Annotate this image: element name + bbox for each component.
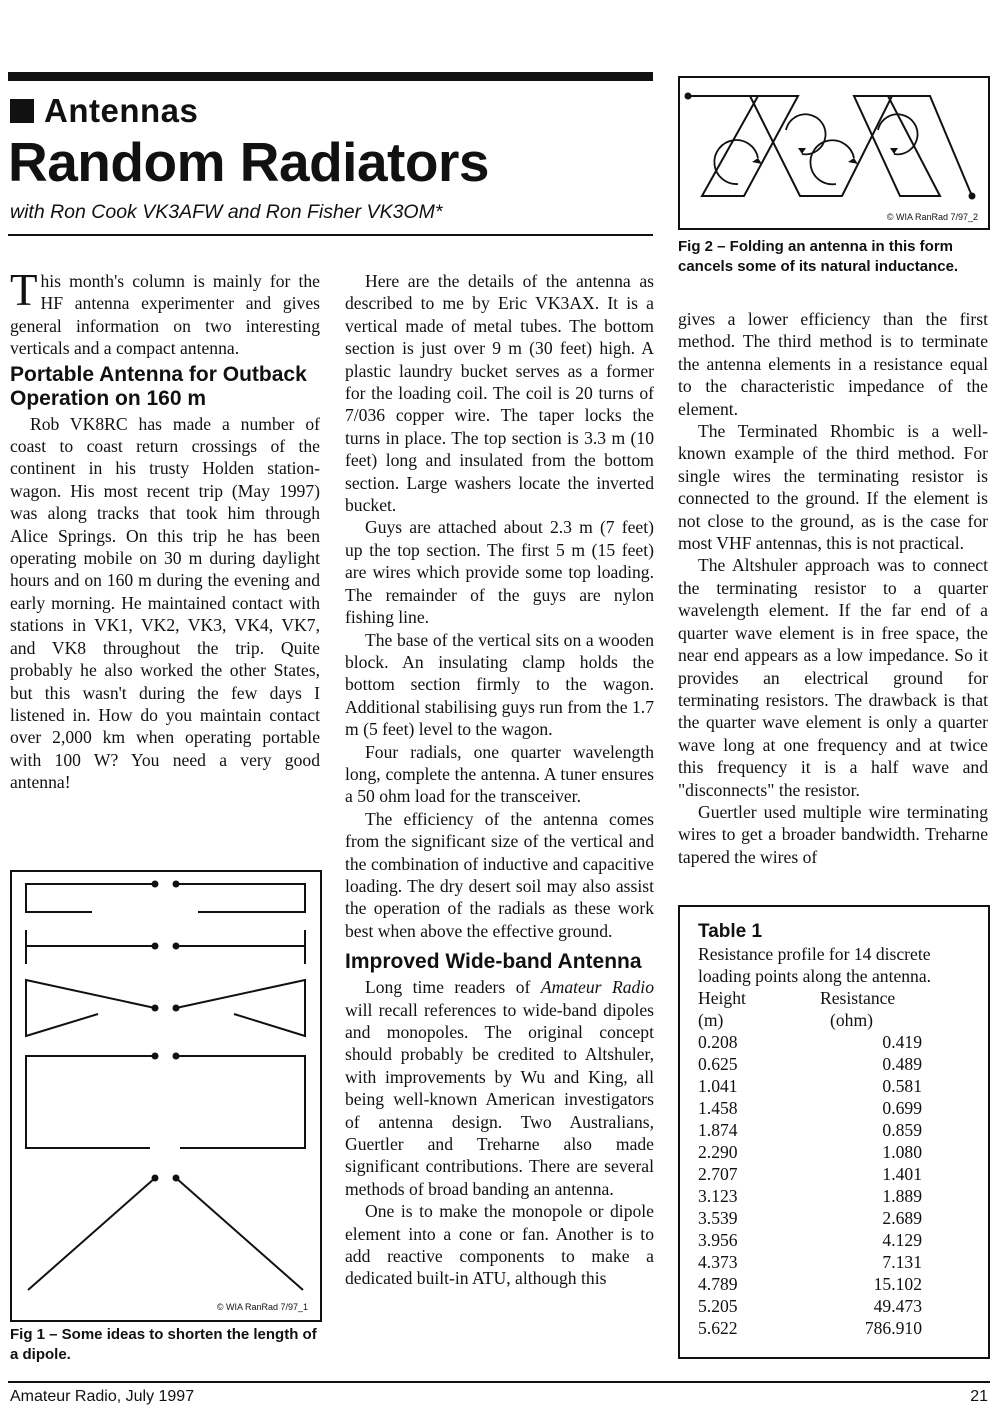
- height-cell: 2.707: [698, 1164, 738, 1184]
- height-cell: 3.956: [698, 1230, 738, 1250]
- text-span: will recall references to wide-band dipoles and monopoles. The original concept should probably be credited to Altshuler, with improvements by Wu and King, all being well-known American investigators of antenna design. Two Australians, Guertler and Treharne also made significant contributions. There are several methods of broad banding an antenna.: [345, 999, 654, 1199]
- height-cell: 0.625: [698, 1054, 738, 1074]
- table-row: [698, 1075, 922, 1097]
- figure-2: [678, 76, 990, 230]
- paragraph: One is to make the monopole or dipole element into a cone or fan. Another is to add reactive components to make a dedicated built-in ATU, although this: [345, 1201, 654, 1289]
- resistance-cell: 0.859: [882, 1120, 922, 1140]
- table-row: [698, 1097, 922, 1119]
- footer-page-number: 21: [970, 1388, 988, 1405]
- table-row: [698, 1251, 922, 1273]
- resistance-cell: 7.131: [882, 1252, 922, 1272]
- resistance-cell: 786.910: [864, 1318, 922, 1338]
- table-row: [698, 1185, 922, 1207]
- table-row: [698, 1053, 922, 1075]
- resistance-cell: 4.129: [882, 1230, 922, 1250]
- header-rule: [8, 72, 653, 81]
- heading-portable-antenna: Portable Antenna for Outback Operation on 160 m: [10, 362, 307, 410]
- figure-1: [10, 870, 322, 1322]
- height-cell: 1.041: [698, 1076, 738, 1096]
- table-row: [698, 1141, 922, 1163]
- paragraph: The efficiency of the antenna comes from the significant size of the vertical and the combination of inductive and capacitive loading. The dry desert soil may also assist the operation of the radials as these work best when above the effective ground.: [345, 808, 654, 941]
- table-row: [698, 1295, 922, 1317]
- height-cell: 3.123: [698, 1186, 738, 1206]
- resistance-cell: 0.419: [882, 1032, 922, 1052]
- paragraph: The Altshuler approach was to connect the terminating resistor to a quarter wavelength element. If the far end of a quarter wave element is in free space, the near end appears as a low impedance. So it provides an electrical ground for terminating resistors. The drawback is that the quarter wave element is only a quarter wave long at one frequency and at twice this frequency it is a half wave and "disconnects" the resistor.: [678, 555, 988, 800]
- table-body: [698, 987, 922, 1339]
- height-cell: 5.622: [698, 1318, 738, 1338]
- table-units-row: [698, 1009, 922, 1031]
- paragraph: gives a lower efficiency than the first method. The third method is to terminate the antenna elements in a resistance equal to the characteristic impedance of the element.: [678, 309, 988, 419]
- table-row: [698, 1207, 922, 1229]
- column-3: [678, 308, 988, 868]
- section-square-icon: [10, 99, 34, 123]
- height-cell: 4.373: [698, 1252, 738, 1272]
- figure-1-caption: Fig 1 – Some ideas to shorten the length of a dipole.: [10, 1326, 317, 1363]
- figure-1-copyright: © WIA RanRad 7/97_1: [216, 1302, 308, 1312]
- height-cell: 4.789: [698, 1274, 738, 1294]
- resistance-cell: 2.689: [882, 1208, 922, 1228]
- resistance-cell: 15.102: [873, 1274, 922, 1294]
- resistance-cell: 1.889: [882, 1186, 922, 1206]
- paragraph: The Terminated Rhombic is a well-known example of the third method. For single wires the terminating resistor is connected to the ground. If the element is not close to the ground, as is the case for most VHF antennas, this is not practical.: [678, 421, 988, 554]
- footer-rule: [8, 1381, 990, 1383]
- byline-rule: [8, 234, 653, 236]
- text-span: Long time readers of: [365, 977, 541, 998]
- magazine-title: Amateur Radio: [540, 977, 654, 998]
- column-unit: (ohm): [830, 1010, 873, 1030]
- section-label: [10, 92, 198, 130]
- height-cell: 5.205: [698, 1296, 738, 1316]
- resistance-cell: 0.699: [882, 1098, 922, 1118]
- paragraph: The base of the vertical sits on a wooden block. An insulating clamp holds the bottom section firmly to the wagon. Additional stabilising guys run from the 1.7 m (5 feet) level to the wagon.: [345, 629, 654, 740]
- resistance-cell: 49.473: [873, 1296, 922, 1316]
- intro-paragraph: [10, 265, 320, 360]
- paragraph: Here are the details of the antenna as described to me by Eric VK3AX. It is a vertical made of metal tubes. The bottom section is just over 9 m (30 feet) high. A plastic laundry bucket serves as a former for the loading coil. The coil is 20 turns of 7/036 copper wire. The taper locks the turns in place. The top section is 3.3 m (10 feet) long and insulated from the bottom section. Large washers locate the inverted bucket.: [345, 271, 654, 516]
- paragraph: Four radials, one quarter wavelength long, complete the antenna. A tuner ensures a 50 ohm load for the transceiver.: [345, 741, 654, 807]
- table-row: [698, 1031, 922, 1053]
- table-header-row: [698, 987, 922, 1009]
- resistance-cell: 0.489: [882, 1054, 922, 1074]
- article-title: Random Radiators: [8, 131, 489, 193]
- paragraph: Guertler used multiple wire terminating wires to get a broader bandwidth. Treharne tapered the wires of: [678, 801, 988, 867]
- column-header: Height: [698, 988, 746, 1008]
- height-cell: 3.539: [698, 1208, 738, 1228]
- table-title: Table 1: [698, 921, 763, 942]
- footer-publication: Amateur Radio, July 1997: [10, 1388, 195, 1405]
- table-description: Resistance profile for 14 discrete loading points along the antenna.: [698, 944, 932, 986]
- table-row: [698, 1229, 922, 1251]
- drop-cap: T: [10, 265, 38, 315]
- height-cell: 0.208: [698, 1032, 738, 1052]
- table-row: [698, 1119, 922, 1141]
- table-row: [698, 1273, 922, 1295]
- table-row: [698, 1163, 922, 1185]
- paragraph: Guys are attached about 2.3 m (7 feet) up the top section. The first 5 m (15 feet) are wires which provide some top loading. The remainder of the guys are nylon fishing line.: [345, 517, 654, 628]
- figure-2-diagram: [680, 78, 988, 228]
- resistance-cell: 0.581: [882, 1076, 922, 1096]
- column-1: [10, 265, 320, 794]
- paragraph: Rob VK8RC has made a number of coast to coast return crossings of the continent in his trusty Holden station-wagon. His most recent trip (May 1997) was along tracks that took him through Alice Springs. On this trip he has been operating mobile on 30 m during daylight hours and on 160 m during the evening and early morning. He maintained contact with stations in VK1, VK2, VK3, VK4, VK7, and VK8 throughout the trip. Quite probably he also worked the other States, but this wasn't during the few days I listened in. How do you maintain contact over 2,000 km when operating portable with 100 W? You need a very good antenna!: [10, 413, 320, 793]
- figure-2-caption: Fig 2 – Folding an antenna in this form cancels some of its natural inductance.: [678, 238, 959, 275]
- height-cell: 1.458: [698, 1098, 738, 1118]
- resistance-table: [698, 987, 922, 1339]
- table-1: [678, 905, 990, 1359]
- section-label-text: Antennas: [44, 92, 199, 129]
- resistance-cell: 1.401: [882, 1164, 922, 1184]
- heading-wideband-antenna: Improved Wide-band Antenna: [345, 950, 642, 974]
- figure-2-copyright: © WIA RanRad 7/97_2: [886, 212, 978, 222]
- column-2: [345, 270, 654, 1290]
- height-cell: 1.874: [698, 1120, 738, 1140]
- height-cell: 2.290: [698, 1142, 738, 1162]
- column-unit: (m): [698, 1010, 724, 1030]
- byline: with Ron Cook VK3AFW and Ron Fisher VK3OM*: [10, 201, 443, 223]
- resistance-cell: 1.080: [882, 1142, 922, 1162]
- column-header: Resistance: [820, 988, 896, 1008]
- paragraph: [345, 976, 654, 1200]
- table-row: [698, 1317, 922, 1339]
- figure-1-diagram: [12, 872, 320, 1320]
- intro-text: his month's column is mainly for the HF antenna experimenter and gives general information on two interesting verticals and a compact antenna.: [10, 271, 320, 359]
